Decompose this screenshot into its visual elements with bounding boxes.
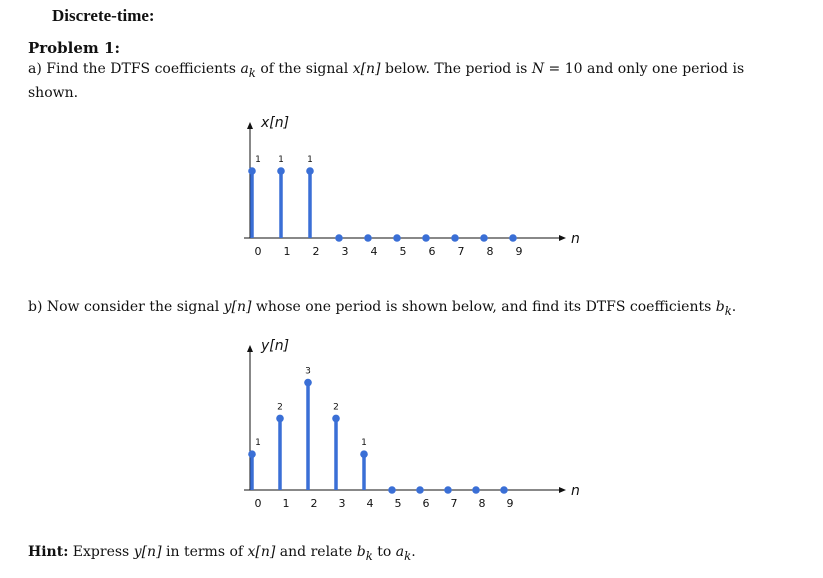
hint-t1: Express — [68, 544, 134, 560]
x-x-label: n — [571, 231, 580, 247]
y-value-label-0: 1 — [255, 438, 261, 449]
hint-b-sub: k — [365, 548, 373, 563]
y-stem-marker-0 — [248, 450, 256, 458]
part-b-prefix: b) Now consider the signal — [28, 299, 224, 315]
hint-t5: . — [411, 544, 416, 560]
y-tick-label-7: 7 — [450, 497, 458, 510]
hint-label: Hint: — [28, 544, 69, 560]
x-tick-label-4: 4 — [370, 245, 378, 258]
part-a-prefix: a) Find the DTFS coefficients — [28, 61, 241, 77]
hint-t4: to — [372, 544, 396, 560]
x-tick-label-5: 5 — [399, 245, 407, 258]
x-value-label-1: 1 — [278, 155, 284, 165]
x-tick-label-0: 0 — [254, 245, 262, 258]
y-stem-marker-4 — [360, 450, 368, 458]
part-b-coef: b — [715, 299, 725, 315]
y-value-label-4: 1 — [361, 438, 367, 449]
y-x-axis-arrow — [559, 487, 566, 493]
y-x-label: n — [571, 483, 580, 499]
y-stem-marker-1 — [276, 415, 284, 423]
x-tick-label-7: 7 — [457, 245, 465, 258]
hint-t3: and relate — [275, 544, 357, 560]
x-tick-label-8: 8 — [486, 245, 494, 258]
y-tick-label-6: 6 — [422, 497, 430, 510]
part-a-mid1: of the signal — [255, 61, 353, 77]
part-a-coef: a — [240, 61, 249, 77]
part-b-coef-sub: k — [724, 303, 732, 318]
y-plot-title: y[n] — [261, 338, 290, 354]
y-stem-marker-6 — [416, 486, 424, 494]
x-plot-title: x[n] — [261, 115, 290, 131]
y-stem-marker-7 — [444, 486, 452, 494]
part-a-mid2: below. The period is — [380, 61, 532, 77]
part-a-eq: = 10 and only one period is — [544, 61, 745, 77]
section-title: Discrete-time: — [52, 6, 155, 25]
y-stem-marker-2 — [304, 379, 312, 387]
x-tick-label-2: 2 — [312, 245, 320, 258]
hint-x: x[n] — [247, 544, 276, 560]
part-b-mid: whose one period is shown below, and find its DTFS coefficients — [251, 299, 716, 315]
hint-a-sub: k — [404, 548, 412, 563]
y-tick-label-0: 0 — [254, 497, 262, 510]
hint-t2: in terms of — [161, 544, 248, 560]
y-value-label-2: 3 — [305, 366, 311, 377]
y-value-label-3: 2 — [333, 402, 339, 413]
y-y-axis-arrow — [247, 345, 253, 352]
y-tick-label-9: 9 — [506, 497, 514, 510]
x-value-label-2: 1 — [307, 155, 313, 165]
part-b-suffix: . — [731, 299, 737, 315]
hint-y: y[n] — [133, 544, 162, 560]
x-tick-label-6: 6 — [428, 245, 436, 258]
y-tick-label-2: 2 — [310, 497, 318, 510]
part-b-signal: y[n] — [223, 299, 252, 315]
x-value-label-0: 1 — [255, 155, 261, 165]
y-stem-marker-9 — [500, 486, 508, 494]
hint-text — [28, 544, 416, 563]
y-tick-label-1: 1 — [282, 497, 290, 510]
y-value-label-1: 2 — [277, 402, 283, 413]
y-tick-label-3: 3 — [338, 497, 346, 510]
problem-title: Problem 1: — [28, 39, 120, 57]
hint-a: a — [395, 544, 405, 560]
hint-b: b — [356, 544, 366, 560]
y-stem-marker-8 — [472, 486, 480, 494]
part-a-coef-sub: k — [248, 65, 256, 80]
y-tick-label-8: 8 — [478, 497, 486, 510]
y-tick-label-5: 5 — [394, 497, 402, 510]
y-tick-label-4: 4 — [366, 497, 374, 510]
x-tick-label-1: 1 — [283, 245, 291, 258]
part-a-signal: x[n] — [352, 61, 381, 77]
y-stem-marker-5 — [388, 486, 396, 494]
part-a-period-var: N — [531, 61, 545, 77]
y-stem-marker-3 — [332, 415, 340, 423]
x-tick-label-9: 9 — [515, 245, 523, 258]
part-a-line2: shown. — [28, 84, 79, 101]
x-tick-label-3: 3 — [341, 245, 349, 258]
